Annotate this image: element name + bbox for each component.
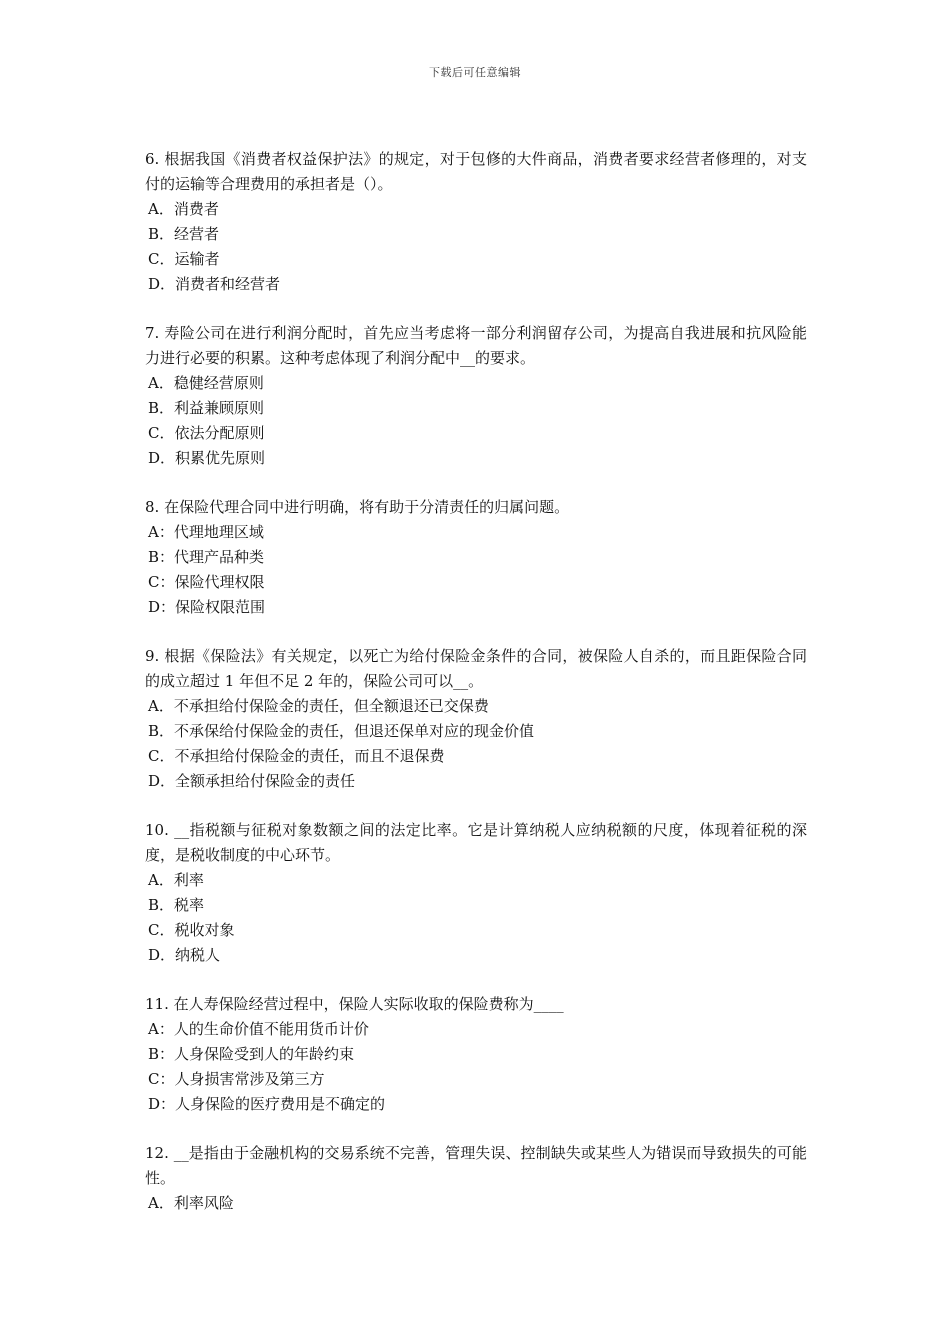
option-b: B．利益兼顾原则 [148,399,265,417]
option-d: D．纳税人 [148,946,221,964]
question-7 [145,321,807,471]
option-b: B．不承保给付保险金的责任，但退还保单对应的现金价值 [148,722,535,740]
option-b: B：人身保险受到人的年龄约束 [148,1045,355,1063]
question-stem: 9. 根据《保险法》有关规定，以死亡为给付保险金条件的合同，被保险人自杀的，而且距保险合同的成立超过 1 年但不足 2 年的，保险公司可以__。 [145,647,807,690]
option-c: C：人身损害常涉及第三方 [148,1070,325,1088]
question-11 [145,992,807,1117]
option-d: D．全额承担给付保险金的责任 [148,772,356,790]
option-c: C：保险代理权限 [148,573,265,591]
question-8 [145,495,807,620]
question-stem: 6. 根据我国《消费者权益保护法》的规定，对于包修的大件商品，消费者要求经营者修理的，对支付的运输等合理费用的承担者是（）。 [145,150,807,193]
option-a: A．消费者 [148,200,219,218]
question-stem: 8. 在保险代理合同中进行明确，将有助于分清责任的归属问题。 [145,498,570,516]
option-c: C．依法分配原则 [148,424,265,442]
page-header: 下载后可任意编辑 [429,66,521,79]
option-a: A．利率 [148,871,204,889]
option-d: D：人身保险的医疗费用是不确定的 [148,1095,386,1113]
question-stem: 11. 在人寿保险经营过程中，保险人实际收取的保险费称为____ [145,995,564,1013]
question-stem: 12. __是指由于金融机构的交易系统不完善，管理失误、控制缺失或某些人为错误而导致损失的可能性。 [145,1144,807,1187]
question-9 [145,644,807,794]
option-a: A．稳健经营原则 [148,374,264,392]
option-c: C．税收对象 [148,921,235,939]
option-b: B．经营者 [148,225,220,243]
question-12 [145,1141,807,1216]
question-list [145,147,807,1240]
option-a: A：人的生命价值不能用货币计价 [148,1020,369,1038]
option-a: A．不承担给付保险金的责任，但全额退还已交保费 [148,697,489,715]
question-stem: 10. __指税额与征税对象数额之间的法定比率。它是计算纳税人应纳税额的尺度，体现着征税的深度，是税收制度的中心环节。 [145,821,807,864]
option-b: B．税率 [148,896,205,914]
option-c: C．不承担给付保险金的责任，而且不退保费 [148,747,445,765]
option-d: D：保险权限范围 [148,598,266,616]
option-a: A：代理地理区域 [148,523,264,541]
option-d: D．消费者和经营者 [148,275,281,293]
question-6 [145,147,807,297]
question-10 [145,818,807,968]
option-a: A．利率风险 [148,1194,234,1212]
option-d: D．积累优先原则 [148,449,266,467]
question-stem: 7. 寿险公司在进行利润分配时，首先应当考虑将一部分利润留存公司，为提高自我进展和抗风险能力进行必要的积累。这种考虑体现了利润分配中__的要求。 [145,324,807,367]
option-b: B：代理产品种类 [148,548,265,566]
option-c: C．运输者 [148,250,220,268]
